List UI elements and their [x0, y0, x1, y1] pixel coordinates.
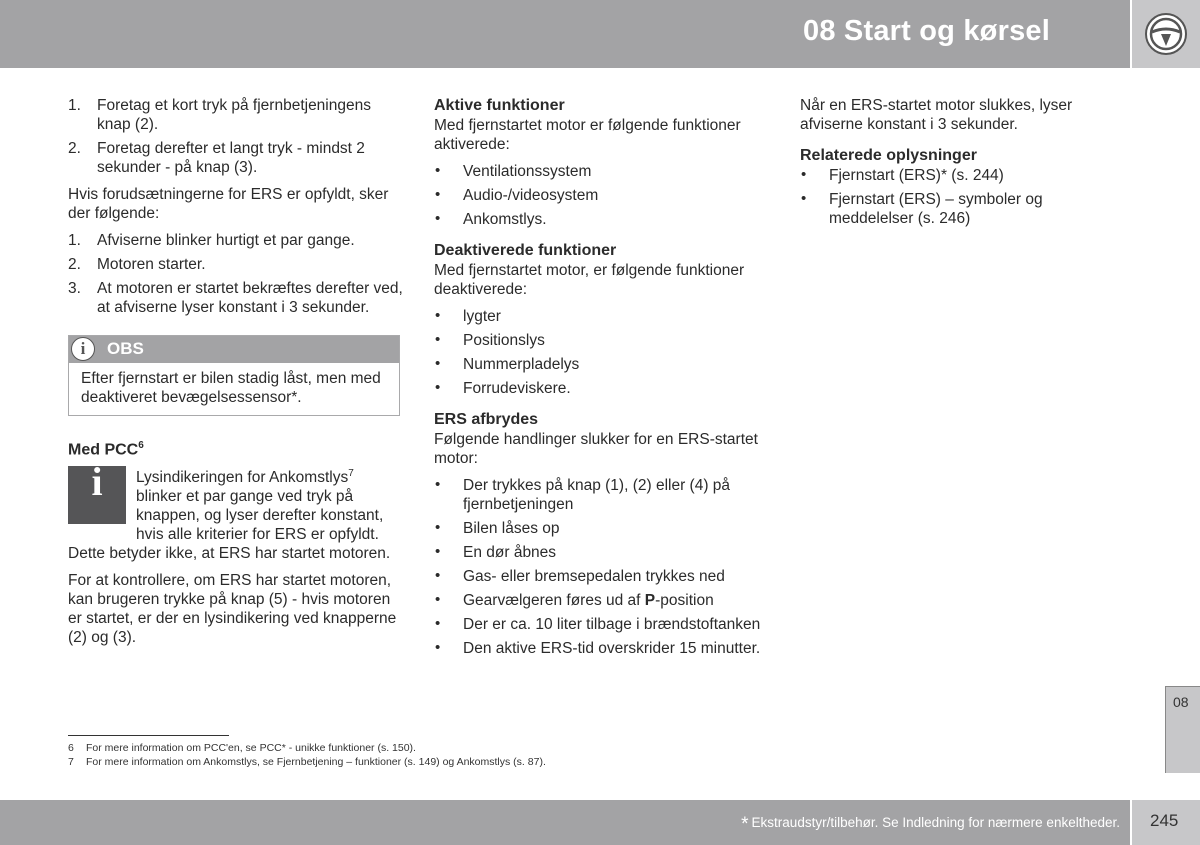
step-text: At motoren er startet bekræftes derefter ved, at afviserne lyser konstant i 3 sekunder.: [97, 280, 403, 316]
bullet: •: [435, 210, 441, 227]
footer-bar: [0, 800, 1130, 845]
list-item-text: Der er ca. 10 liter tilbage i brændstoftanken: [463, 616, 761, 633]
step-text: Motoren starter.: [97, 256, 206, 273]
list-item-text: Nummerpladelys: [463, 356, 580, 373]
list-item: [434, 210, 769, 229]
list-item-text: Den aktive ERS-tid overskrider 15 minutter.: [463, 640, 761, 657]
bullet: •: [801, 166, 807, 183]
steps-list-b: [68, 231, 403, 317]
bullet: •: [435, 355, 441, 372]
footnote-number: 7: [68, 756, 74, 768]
step-number: 3.: [68, 280, 81, 297]
column-middle: [434, 96, 769, 666]
pcc-text-b: blinker et par gange ved tryk på knappen, og lyser derefter konstant, hvis alle kriterier for ERS er opfyldt.: [136, 488, 384, 544]
column-left: [68, 96, 403, 647]
deactivated-functions-list: [434, 307, 769, 398]
related-link[interactable]: [800, 190, 1130, 228]
info-tile-icon: [68, 459, 126, 524]
bullet: •: [435, 162, 441, 179]
list-item: [434, 379, 769, 398]
list-item: [68, 255, 403, 274]
ers-stop-heading: ERS afbrydes: [434, 411, 539, 428]
list-item: [68, 231, 403, 250]
bullet: •: [435, 186, 441, 203]
list-item-text: Ventilationssystem: [463, 163, 592, 180]
active-functions-list: [434, 162, 769, 229]
footer-note-text: Ekstraudstyr/tilbehør. Se Indledning for nærmere enkeltheder.: [751, 815, 1120, 830]
footnote-ref: 7: [348, 468, 354, 480]
bullet: •: [801, 190, 807, 207]
list-item: [68, 96, 403, 134]
list-item: [68, 139, 403, 177]
list-item: [434, 567, 769, 586]
info-icon: i: [71, 337, 95, 361]
list-item-text: Positionslys: [463, 332, 545, 349]
obs-body: [69, 363, 399, 415]
ers-stop-intro: Følgende handlinger slukker for en ERS-startet motor:: [434, 431, 758, 467]
related-info-heading: Relaterede oplysninger: [800, 147, 977, 164]
bullet: •: [435, 519, 441, 536]
footnote-text: For mere information om Ankomstlys, se Fjernbetjening – funktioner (s. 149) og Ankomstlys (s. 87).: [86, 756, 546, 768]
bullet: •: [435, 639, 441, 656]
list-item-text: lygter: [463, 308, 501, 325]
related-link-text: Fjernstart (ERS) – symboler og meddelelser (s. 246): [829, 191, 1043, 227]
pcc-text-c: Dette betyder ikke, at ERS har startet motoren.: [68, 545, 391, 563]
deactivated-functions-heading: Deaktiverede funktioner: [434, 242, 617, 259]
pcc-text-a: Lysindikeringen for Ankomstlys: [136, 469, 349, 487]
list-item: [434, 355, 769, 374]
related-link-text: Fjernstart (ERS)* (s. 244): [829, 167, 1004, 184]
list-item: [434, 519, 769, 538]
obs-label: OBS: [107, 339, 144, 358]
footnote-ref: 6: [138, 440, 144, 451]
pcc-heading: [68, 436, 403, 460]
list-item-text: Forrudeviskere.: [463, 380, 571, 397]
related-info-list: [800, 166, 1130, 228]
step-number: 2.: [68, 140, 81, 157]
ers-off-text: Når en ERS-startet motor slukkes, lyser afviserne konstant i 3 sekunder.: [800, 97, 1073, 133]
obs-text: Efter fjernstart er bilen stadig låst, men med deaktiveret bevægelsessensor*.: [81, 370, 381, 406]
bullet: •: [435, 591, 441, 608]
list-item: [434, 162, 769, 181]
page-title: 08 Start og kørsel: [803, 15, 1050, 47]
obs-header: [69, 336, 399, 363]
footer-note: [741, 814, 1120, 836]
list-item: [68, 279, 403, 317]
list-item-text: En dør åbnes: [463, 544, 557, 561]
bullet: •: [435, 615, 441, 632]
chapter-side-tab: [1165, 686, 1200, 773]
list-item-text: Ankomstlys.: [463, 211, 547, 228]
active-functions-heading: Aktive funktioner: [434, 97, 565, 114]
pcc-text-d: For at kontrollere, om ERS har startet motoren, kan brugeren trykke på knap (5) - hvis motoren er startet, er der en lysindikering ved knapperne (2) og (3).: [68, 572, 397, 647]
list-item: [434, 543, 769, 562]
header-bar: [0, 0, 1130, 68]
list-item: [434, 639, 769, 658]
list-item-text: Gas- eller bremsepedalen trykkes ned: [463, 568, 725, 585]
chapter-icon-box: [1132, 0, 1200, 68]
list-item-text: Der trykkes på knap (1), (2) eller (4) på fjernbetjeningen: [463, 477, 731, 513]
step-text: Afviserne blinker hurtigt et par gange.: [97, 232, 355, 249]
footnote-text: For mere information om PCC'en, se PCC* - unikke funktioner (s. 150).: [86, 742, 416, 754]
footnote: [68, 755, 546, 769]
column-right: [800, 96, 1130, 236]
footnote-divider: [68, 735, 229, 736]
step-number: 2.: [68, 256, 81, 273]
page-number: 245: [1150, 811, 1179, 830]
step-text: Foretag derefter et langt tryk - mindst 2 sekunder - på knap (3).: [97, 140, 365, 176]
bullet: •: [435, 307, 441, 324]
asterisk: *: [741, 814, 749, 835]
steps-list-a: [68, 96, 403, 177]
gear-text-before: Gearvælgeren føres ud af: [463, 592, 645, 609]
bullet: •: [435, 379, 441, 396]
obs-notice-box: [68, 335, 400, 416]
bullet: •: [435, 567, 441, 584]
pcc-section: [68, 459, 403, 647]
bullet: •: [435, 476, 441, 493]
chapter-number: 08: [1173, 694, 1189, 710]
list-item: [434, 591, 769, 610]
ers-stop-list: [434, 476, 769, 658]
list-item: [434, 476, 769, 514]
step-text: Foretag et kort tryk på fjernbetjeningens knap (2).: [97, 97, 371, 133]
list-item: [434, 186, 769, 205]
list-item: [434, 615, 769, 634]
deactivated-functions-intro: Med fjernstartet motor, er følgende funktioner deaktiverede:: [434, 262, 745, 298]
active-functions-intro: Med fjernstartet motor er følgende funktioner aktiverede:: [434, 117, 741, 153]
bullet: •: [435, 543, 441, 560]
gear-position-letter: P: [644, 592, 656, 609]
gear-text-after: -position: [655, 592, 714, 609]
footnotes: [68, 741, 546, 769]
list-item: [434, 331, 769, 350]
bullet: •: [435, 331, 441, 348]
page-number-box: [1132, 800, 1200, 845]
steering-wheel-icon: [1144, 12, 1188, 56]
pcc-heading-text: Med PCC: [68, 441, 139, 459]
related-link[interactable]: [800, 166, 1130, 185]
footnote-number: 6: [68, 742, 74, 754]
list-item-text: Audio-/videosystem: [463, 187, 599, 204]
info-glyph: i: [91, 459, 103, 505]
list-item-text: Bilen låses op: [463, 520, 560, 537]
conditions-text: Hvis forudsætningerne for ERS er opfyldt, sker der følgende:: [68, 186, 389, 222]
step-number: 1.: [68, 232, 81, 249]
footnote: [68, 741, 546, 755]
list-item: [434, 307, 769, 326]
step-number: 1.: [68, 97, 81, 114]
